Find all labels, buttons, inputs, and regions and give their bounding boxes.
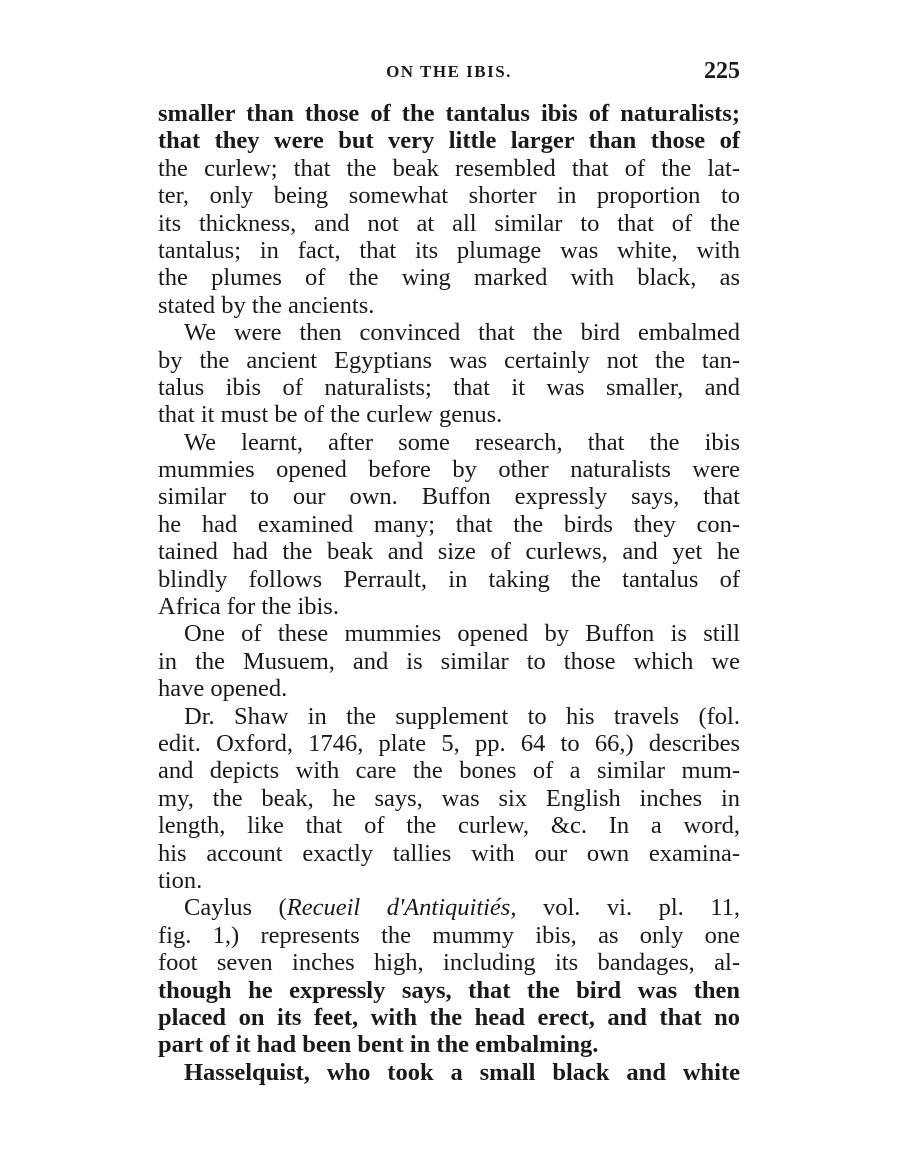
- text-segment: have opened.: [158, 675, 288, 703]
- text-line: [158, 237, 740, 264]
- text-segment: its thickness, and not at all similar to that of the: [158, 209, 740, 237]
- body-text: [158, 100, 740, 1086]
- text-segment: mummies opened before by other naturalists were: [158, 456, 740, 484]
- text-line: [158, 292, 740, 319]
- text-segment: tantalus; in fact, that its plumage was white, with: [158, 236, 740, 264]
- text-segment: stated by the ancients.: [158, 291, 375, 319]
- text-line: [158, 620, 740, 647]
- text-line: [158, 1031, 740, 1058]
- text-line: [158, 922, 740, 949]
- text-line: [158, 785, 740, 812]
- text-segment: placed on its feet, with the head erect, and that no: [158, 1003, 740, 1031]
- running-head: ON THE IBIS.: [386, 62, 512, 81]
- text-line: [158, 675, 740, 702]
- text-line: [158, 429, 740, 456]
- text-line: [158, 1059, 740, 1086]
- text-segment: part of it had been bent in the embalming.: [158, 1031, 599, 1059]
- text-segment: the plumes of the wing marked with black, as: [158, 264, 740, 292]
- page-header: [158, 58, 740, 88]
- text-line: [158, 155, 740, 182]
- text-line: [158, 949, 740, 976]
- text-line: [158, 840, 740, 867]
- text-segment: by the ancient Egyptians was certainly not the tan-: [158, 346, 740, 374]
- text-segment: fig. 1,) represents the mummy ibis, as only one: [158, 921, 740, 949]
- text-line: [158, 347, 740, 374]
- text-segment: talus ibis of naturalists; that it was smaller, and: [158, 373, 740, 401]
- text-line: [158, 593, 740, 620]
- text-line: [158, 977, 740, 1004]
- text-segment: similar to our own. Buffon expressly says, that: [158, 483, 740, 511]
- text-line: [158, 401, 740, 428]
- text-segment: his account exactly tallies with our own examina-: [158, 839, 740, 867]
- text-segment: in the Musuem, and is similar to those which we: [158, 647, 740, 675]
- text-line: [158, 703, 740, 730]
- text-segment: tion.: [158, 866, 203, 894]
- text-segment: my, the beak, he says, was six English inches in: [158, 784, 740, 812]
- text-line: [158, 1004, 740, 1031]
- text-segment: One of these mummies opened by Buffon is still: [184, 620, 740, 648]
- text-line: [158, 127, 740, 154]
- text-segment: Hasselquist, who took a small black and white: [184, 1058, 740, 1086]
- text-segment: length, like that of the curlew, &c. In a word,: [158, 812, 740, 840]
- text-segment: We learnt, after some research, that the ibis: [184, 428, 740, 456]
- text-line: [158, 511, 740, 538]
- text-line: [158, 319, 740, 346]
- text-line: [158, 538, 740, 565]
- text-line: [158, 374, 740, 401]
- text-segment: Dr. Shaw in the supplement to his travels (fol.: [184, 702, 740, 730]
- text-line: [158, 648, 740, 675]
- text-segment: that it must be of the curlew genus.: [158, 401, 503, 429]
- text-segment: that they were but very little larger than those of: [158, 127, 740, 155]
- text-segment: blindly follows Perrault, in taking the tantalus of: [158, 565, 740, 593]
- text-segment: tained had the beak and size of curlews, and yet he: [158, 538, 740, 566]
- text-segment: foot seven inches high, including its bandages, al-: [158, 949, 740, 977]
- text-line: [158, 757, 740, 784]
- text-segment: though he expressly says, that the bird was then: [158, 976, 740, 1004]
- text-line: [158, 867, 740, 894]
- text-line: [158, 566, 740, 593]
- text-segment: We were then convinced that the bird embalmed: [184, 319, 740, 347]
- text-line: [158, 894, 740, 921]
- text-line: [158, 730, 740, 757]
- text-segment: the curlew; that the beak resembled that of the lat-: [158, 154, 740, 182]
- text-segment: Caylus (: [184, 894, 287, 922]
- text-segment: he had examined many; that the birds they con-: [158, 510, 740, 538]
- text-segment: and depicts with care the bones of a similar mum-: [158, 757, 740, 785]
- text-segment: edit. Oxford, 1746, plate 5, pp. 64 to 66,) describes: [158, 729, 740, 757]
- text-line: [158, 182, 740, 209]
- italic-title: Recueil d'Antiquitiés,: [286, 894, 517, 922]
- text-line: [158, 483, 740, 510]
- text-line: [158, 210, 740, 237]
- text-line: [158, 812, 740, 839]
- text-line: [158, 264, 740, 291]
- text-segment: Africa for the ibis.: [158, 593, 339, 621]
- text-segment: vol. vi. pl. 11,: [516, 894, 741, 922]
- text-line: [158, 100, 740, 127]
- text-line: [158, 456, 740, 483]
- text-segment: smaller than those of the tantalus ibis of naturalists;: [158, 100, 740, 127]
- text-segment: ter, only being somewhat shorter in proportion to: [158, 182, 740, 210]
- page-number: 225: [704, 58, 740, 84]
